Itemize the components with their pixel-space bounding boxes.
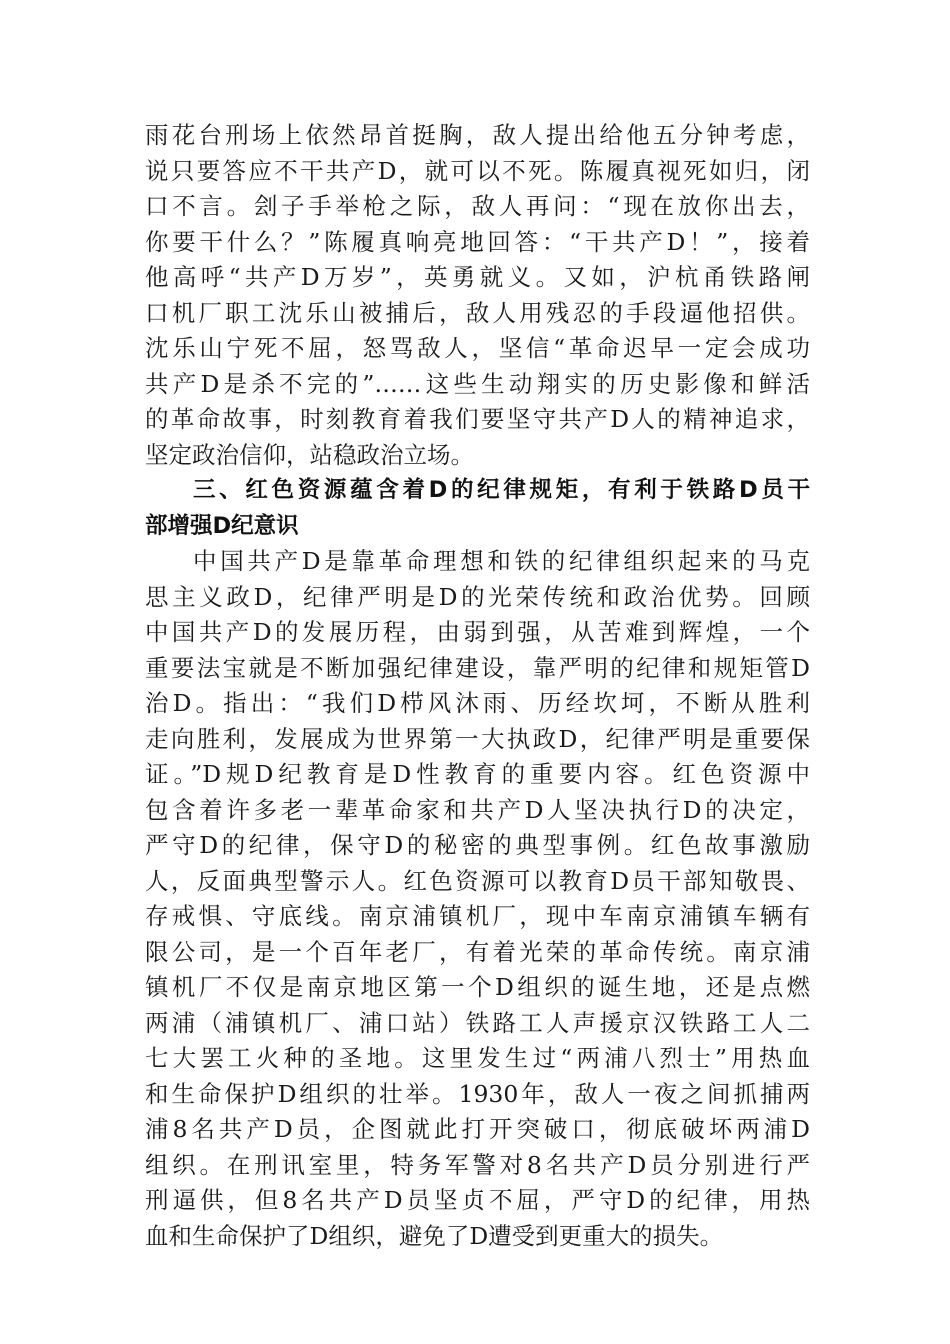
text-line: 和生命保护D组织的壮举。1930年，敌人一夜之间抓捕两 xyxy=(145,1079,810,1108)
text-line: 口不言。刽子手举枪之际，敌人再问：“现在放你出去， xyxy=(145,192,810,220)
text-line: 雨花台刑场上依然昂首挺胸，敌人提出给他五分钟考虑， xyxy=(145,121,810,149)
text-line: 坚定政治信仰，站稳政治立场。 xyxy=(145,440,474,469)
section-heading xyxy=(145,473,810,544)
text-line: 七大罢工火种的圣地。这里发生过“两浦八烈士”用热血 xyxy=(145,1044,810,1072)
text-line: 说只要答应不干共产D，就可以不死。陈履真视死如归，闭 xyxy=(145,156,810,185)
text-line: 刑逼供，但8名共产D员坚贞不屈，严守D的纪律，用热 xyxy=(145,1186,810,1214)
text-line: 证。”D规D纪教育是D性教育的重要内容。红色资源中 xyxy=(145,760,810,788)
text-line: 两浦（浦镇机厂、浦口站）铁路工人声援京汉铁路工人二 xyxy=(145,1008,810,1037)
text-line: 中国共产D是靠革命理想和铁的纪律组织起来的马克 xyxy=(193,547,810,575)
text-line: 走向胜利，发展成为世界第一大执政D，纪律严明是重要保 xyxy=(145,724,810,753)
heading-line: 部增强D纪意识 xyxy=(145,512,299,539)
text-line: 治D。指出：“我们D栉风沐雨、历经坎坷，不断从胜利 xyxy=(145,689,810,717)
paragraph-1 xyxy=(145,118,810,473)
text-line: 镇机厂不仅是南京地区第一个D组织的诞生地，还是点燃 xyxy=(145,973,810,1001)
document-body xyxy=(145,118,810,1254)
text-line: 共产D是杀不完的”……这些生动翔实的历史影像和鲜活 xyxy=(145,369,810,398)
heading-line: 三、红色资源蕴含着D的纪律规矩，有利于铁路D员干 xyxy=(193,477,810,503)
text-line: 口机厂职工沈乐山被捕后，敌人用残忍的手段逼他招供。 xyxy=(145,298,810,327)
text-line: 存戒惧、守底线。南京浦镇机厂，现中车南京浦镇车辆有 xyxy=(145,902,810,930)
text-line: 思主义政D，纪律严明是D的光荣传统和政治优势。回顾 xyxy=(145,582,810,611)
text-line: 沈乐山宁死不屈，怒骂敌人，坚信“革命迟早一定会成功 xyxy=(145,334,810,362)
text-line: 他高呼“共产D万岁”，英勇就义。又如，沪杭甬铁路闸 xyxy=(145,263,810,291)
text-line: 你要干什么？”陈履真响亮地回答：“干共产D！”，接着 xyxy=(145,227,810,256)
text-line: 中国共产D的发展历程，由弱到强，从苦难到辉煌，一个 xyxy=(145,618,810,646)
text-line: 血和生命保护了D组织，避免了D遭受到更重大的损失。 xyxy=(145,1221,724,1250)
text-line: 人，反面典型警示人。红色资源可以教育D员干部知敬畏、 xyxy=(145,866,810,895)
text-line: 的革命故事，时刻教育着我们要坚守共产D人的精神追求， xyxy=(145,405,810,433)
text-line: 组织。在刑讯室里，特务军警对8名共产D员分别进行严 xyxy=(145,1150,810,1179)
text-line: 严守D的纪律，保守D的秘密的典型事例。红色故事激励 xyxy=(145,831,810,859)
text-line: 重要法宝就是不断加强纪律建设，靠严明的纪律和规矩管D xyxy=(145,653,810,682)
text-line: 包含着许多老一辈革命家和共产D人坚决执行D的决定， xyxy=(145,795,810,824)
text-line: 限公司，是一个百年老厂，有着光荣的革命传统。南京浦 xyxy=(145,937,810,966)
text-line: 浦8名共产D员，企图就此打开突破口，彻底破坏两浦D xyxy=(145,1115,810,1143)
paragraph-2 xyxy=(145,544,810,1254)
